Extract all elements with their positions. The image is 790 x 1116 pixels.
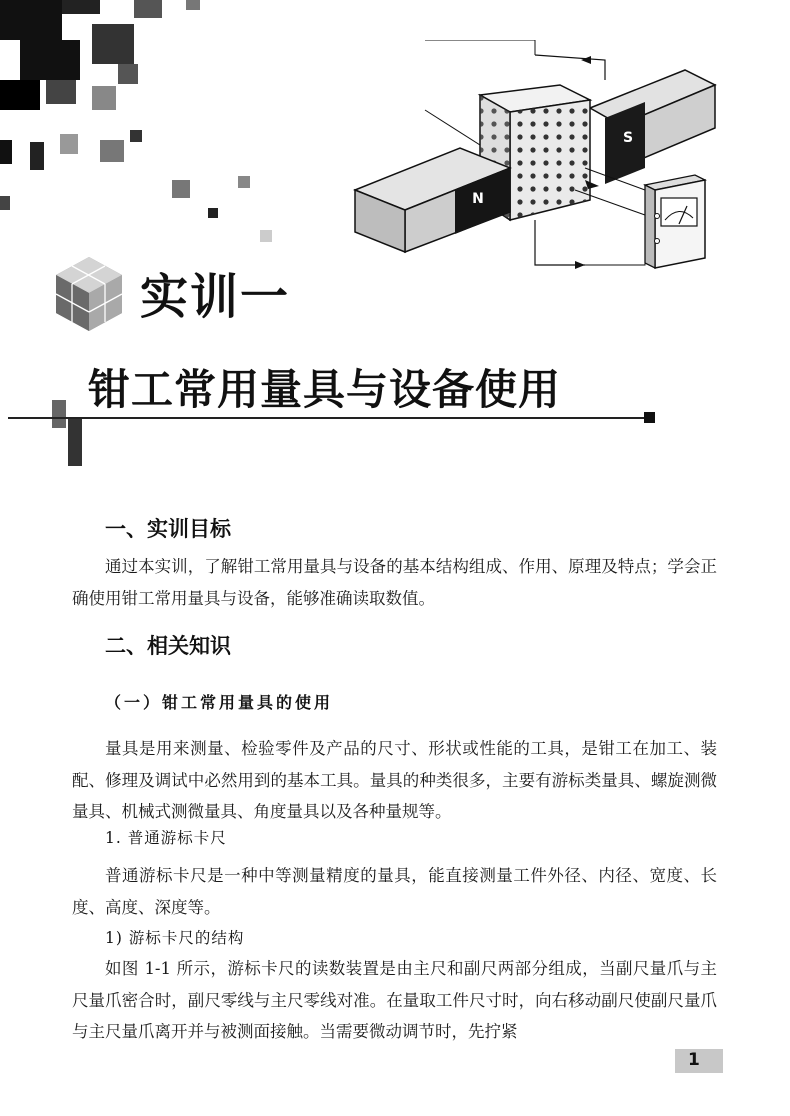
section-heading-knowledge: 二、相关知识 [105, 634, 231, 658]
chapter-title: 钳工常用量具与设备使用 [88, 365, 562, 414]
hall-effect-illustration [345, 40, 725, 305]
page-number: 1 [688, 1050, 700, 1070]
item-heading-vernier-caliper: 1. 普通游标卡尺 [105, 829, 227, 847]
magnet-n [355, 148, 510, 252]
objectives-paragraph: 通过本实训，了解钳工常用量具与设备的基本结构组成、作用、原理及特点；学会正确使用钳工常用量具与设备，能够准确读取数值。 [72, 557, 717, 608]
section-heading-objectives: 一、实训目标 [105, 517, 231, 541]
magnet-n-label: N [472, 191, 484, 207]
measuring-tools-paragraph: 量具是用来测量、检验零件及产品的尺寸、形状或性能的工具，是钳工在加工、装配、修理及调试中必然用到的基本工具。量具的种类很多，主要有游标类量具、螺旋测微量具、机械式测微量具、角度量具以及各种量规等。 [72, 739, 717, 821]
chapter-label: 实训一 [140, 269, 291, 325]
title-rule-end [644, 412, 655, 423]
galvanometer [645, 175, 705, 268]
structure-paragraph: 如图 1-1 所示，游标卡尺的读数装置是由主尺和副尺两部分组成，当副尺量爪与主尺量爪密合时，副尺零线与主尺零线对准。在量取工件尺寸时，向右移动副尺使副尺量爪与主尺量爪离开并与被测面接触。当需要微动调节时，先拧紧 [72, 959, 717, 1041]
item-subheading-structure: 1) 游标卡尺的结构 [105, 929, 245, 947]
magnet-s [590, 70, 715, 184]
vernier-caliper-paragraph: 普通游标卡尺是一种中等测量精度的量具，能直接测量工件外径、内径、宽度、长度、高度、深度等。 [72, 866, 717, 917]
title-rule [8, 417, 648, 419]
magnet-s-label: S [622, 130, 634, 146]
chapter-cube-icon [52, 255, 126, 333]
subsection-heading-measuring-tools: （一）钳工常用量具的使用 [105, 693, 334, 712]
